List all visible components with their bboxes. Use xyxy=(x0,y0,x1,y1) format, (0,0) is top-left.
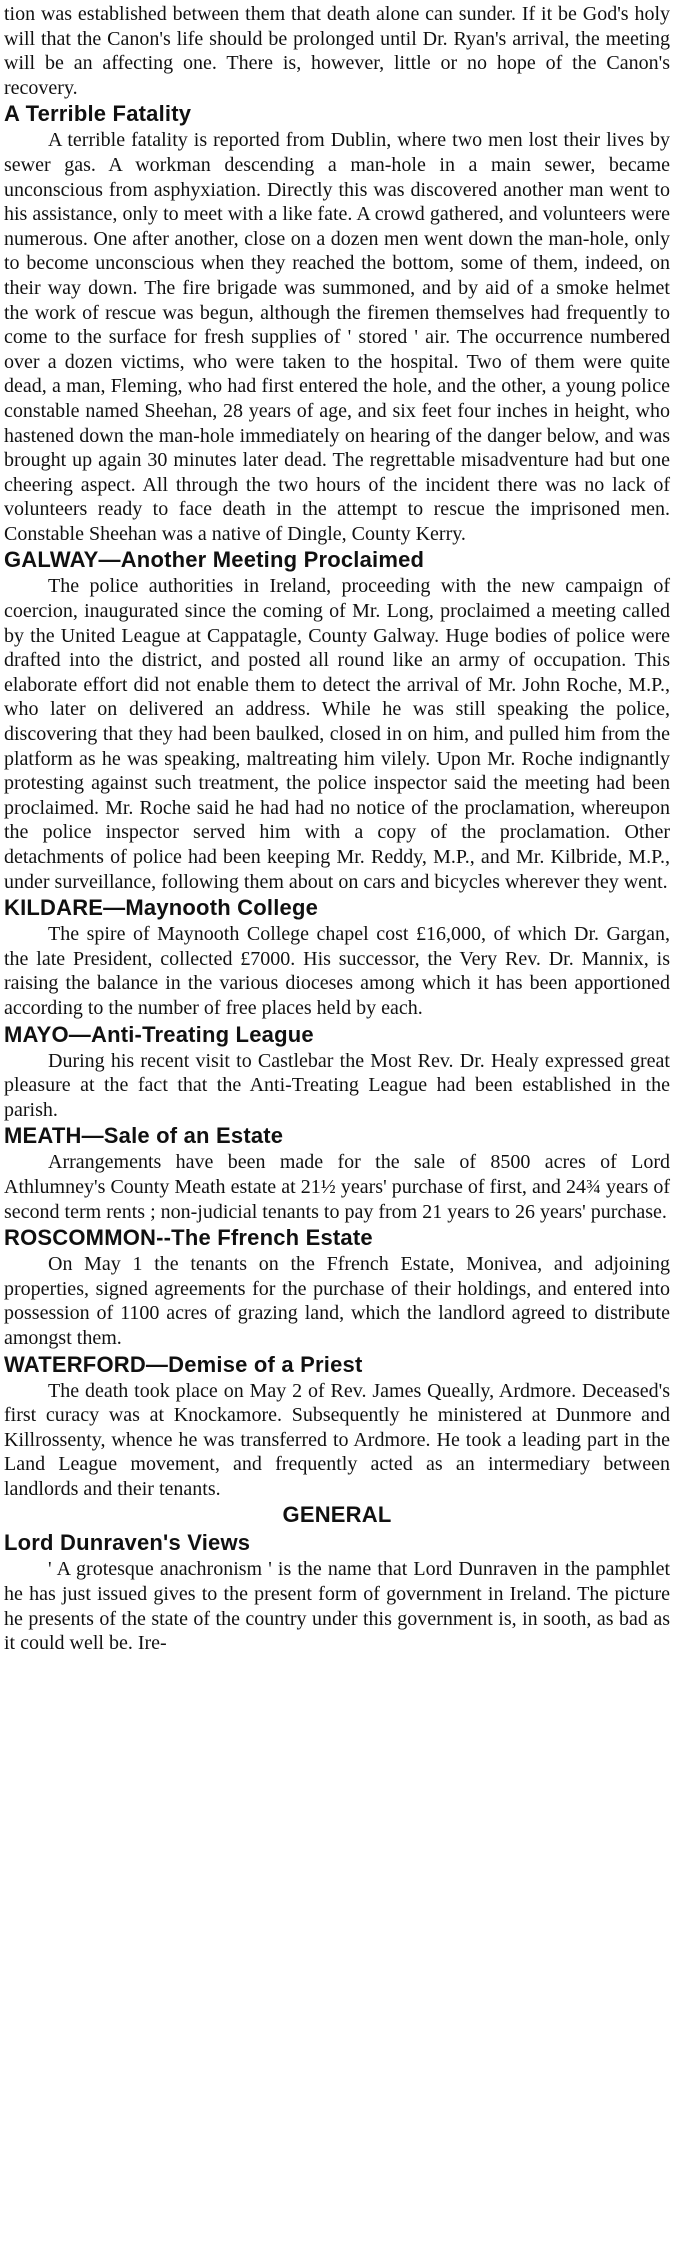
general-subheading: Lord Dunraven's Views xyxy=(4,1530,251,1556)
section-heading-roscommon: ROSCOMMON--The Ffrench Estate xyxy=(4,1225,373,1251)
section-heading-galway: GALWAY—Another Meeting Proclaimed xyxy=(4,547,425,573)
section-body-waterford: The death took place on May 2 of Rev. James Queally, Ardmore. Deceased's first curacy was at Knockamore. Subsequently he ministered at Dunmore and Killrossenty, whence he was transferred to Ardmore. He took a leading part in the Land League movement, and frequently acted as an intermediary between landlords and their tenants. xyxy=(4,1379,670,1500)
section-body-roscommon: On May 1 the tenants on the Ffrench Estate, Monivea, and adjoining properties, signed agreements for the purchase of their holdings, and entered into possession of 1100 acres of grazing land, which the landlord agreed to distribute amongst them. xyxy=(4,1253,670,1349)
intro-paragraph: tion was established between them that death alone can sunder. If it be God's holy will that the Canon's life should be prolonged until Dr. Ryan's arrival, the meeting will be an affecting one. There is, however, little or no hope of the Canon's recovery. xyxy=(4,3,670,99)
section-heading-fatality: A Terrible Fatality xyxy=(4,101,192,127)
section-body-galway: The police authorities in Ireland, proceeding with the new campaign of coercion, inaugurated since the coming of Mr. Long, proclaimed a meeting called by the United League at Cappatagle, County Galway. Huge bodies of police were drafted into the district, and posted all round like an army of occupation. This elaborate effort did not enable them to detect the arrival of Mr. John Roche, M.P., who later on delivered an address. While he was still speaking the police, discovering that they had been baulked, closed in on him, and pulled him from the platform as he was speaking, maltreating him vilely. Upon Mr. Roche indignantly protesting against such treatment, the police inspector said the meeting had been proclaimed. Mr. Roche said he had had no notice of the proclamation, whereupon the police inspector served him with a copy of the proclamation. Other detachments of police had been keeping Mr. Reddy, M.P., and Mr. Kilbride, M.P., under surveillance, following them about on cars and bicycles wherever they went. xyxy=(4,575,670,893)
section-heading-meath: MEATH—Sale of an Estate xyxy=(4,1123,284,1149)
section-body-mayo: During his recent visit to Castlebar the Most Rev. Dr. Healy expressed great pleasure at the fact that the Anti-Treating League had been established in the parish. xyxy=(4,1049,670,1121)
general-heading: GENERAL xyxy=(282,1502,392,1528)
section-heading-mayo: MAYO—Anti-Treating League xyxy=(4,1021,314,1047)
section-heading-kildare: KILDARE—Maynooth College xyxy=(4,895,319,921)
section-body-kildare: The spire of Maynooth College chapel cost £16,000, of which Dr. Gargan, the late President, collected £7000. His successor, the Very Rev. Dr. Mannix, is raising the balance in the various dioceses among which it has been apportioned according to the number of free places held by each. xyxy=(4,923,670,1019)
section-body-fatality: A terrible fatality is reported from Dublin, where two men lost their lives by sewer gas. A workman descending a man-hole in a main sewer, became unconscious from asphyxiation. Directly this was discovered another man went to his assistance, only to meet with a like fate. A crowd gathered, and volunteers were numerous. One after another, close on a dozen men went down the man-hole, only to become unconscious when they reached the bottom, some of them, indeed, on their way down. The fire brigade was summoned, and by aid of a smoke helmet the work of rescue was begun, although the firemen themselves had frequently to come to the surface for fresh supplies of ' stored ' air. The occurrence numbered over a dozen victims, who were taken to the hospital. Two of them were quite dead, a man, Fleming, who had first entered the hole, and the other, a young police constable named Sheehan, 28 years of age, and six feet four inches in height, who hastened down the man-hole immediately on hearing of the danger below, and was brought up again 30 minutes later dead. The regrettable misadventure had but one cheering aspect. All through the two hours of the incident there was no lack of volunteers ready to face death in the attempt to rescue the imprisoned men. Constable Sheehan was a native of Dingle, County Kerry. xyxy=(4,129,670,545)
section-heading-waterford: WATERFORD—Demise of a Priest xyxy=(4,1351,363,1377)
general-body: ' A grotesque anachronism ' is the name that Lord Dunraven in the pamphlet he has just issued gives to the present form of government in Ireland. The picture he presents of the state of the country under this government is, in sooth, as bad as it could well be. Ire- xyxy=(4,1558,670,1655)
section-body-meath: Arrangements have been made for the sale of 8500 acres of Lord Athlumney's County Meath estate at 21½ years' purchase of first, and 24¾ years of second term rents ; non-judicial tenants to pay from 21 years to 26 years' purchase. xyxy=(4,1151,670,1223)
